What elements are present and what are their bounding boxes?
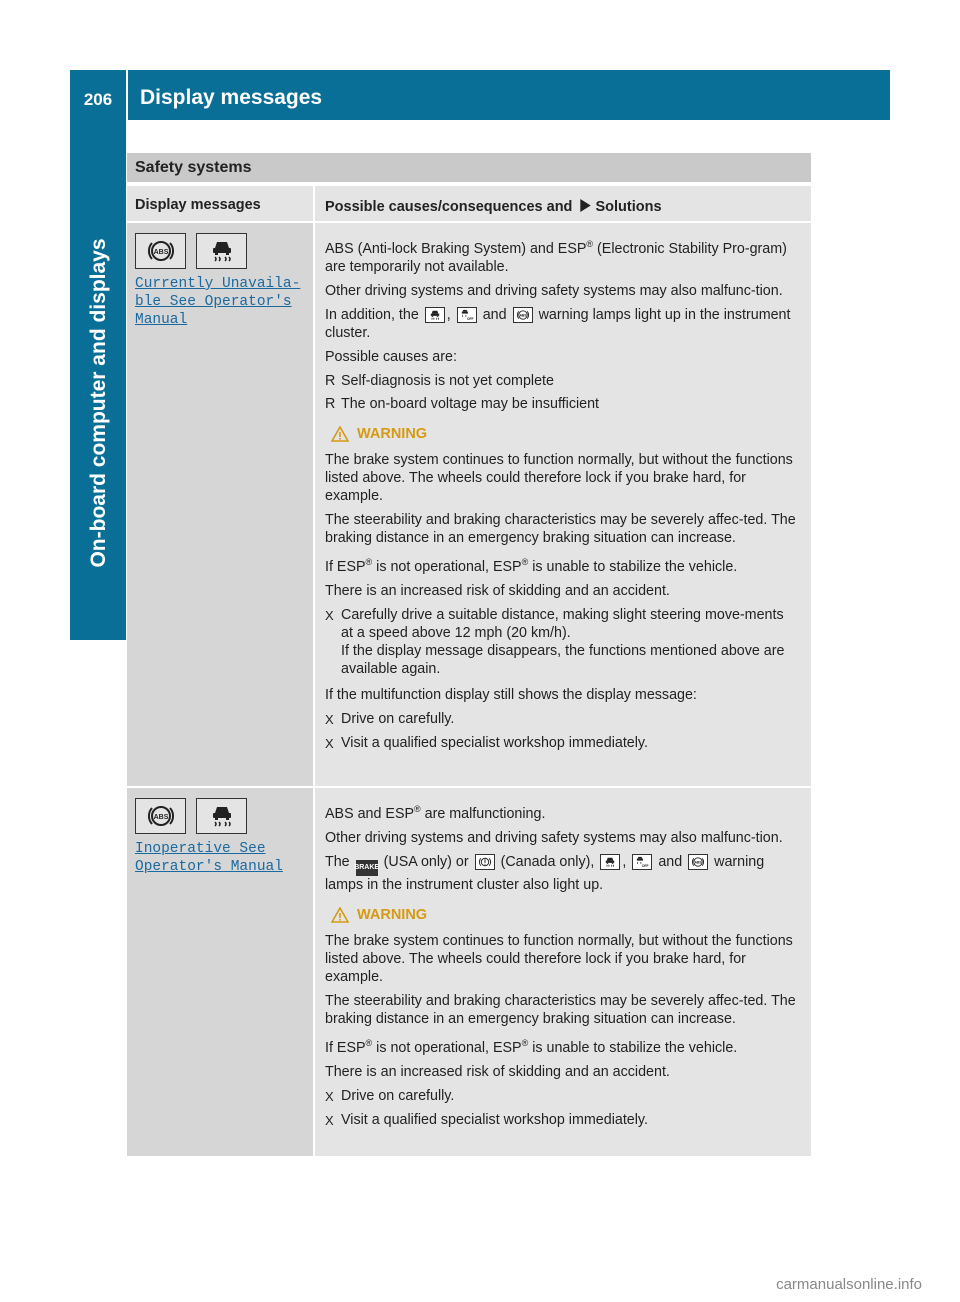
page-header [70, 70, 890, 120]
abs-icon [688, 854, 708, 870]
column-header-causes-label: Possible causes/consequences and [325, 199, 573, 215]
brake-warning-canada-icon [475, 854, 495, 870]
action-item: X Carefully drive a suitable distance, making slight steering move-ments at a speed above 12 mph (20 km/h). If the display message disappears, the functions mentioned above are available again. [325, 606, 785, 677]
paragraph: The steerability and braking characteristics may be severely affec-ted. The braking distance in an emergency braking situation can increase. [325, 992, 796, 1027]
warning-heading: WARNING [331, 425, 799, 443]
esp-icon [196, 233, 247, 269]
paragraph: The steerability and braking characteristics may be severely affec-ted. The braking distance in an emergency braking situation can increase. [325, 511, 796, 546]
paragraph: If the multifunction display still shows the display message: [325, 686, 697, 703]
abs-icon [135, 798, 186, 834]
display-message-text: Currently Unavaila‑ ble See Operator's Manual [135, 276, 301, 328]
warning-icon [331, 907, 349, 923]
esp-icon [425, 307, 445, 323]
paragraph: ABS and ESP® are malfunctioning. [325, 804, 546, 822]
paragraph: Possible causes are: [325, 348, 457, 365]
paragraph: Other driving systems and driving safety systems may also malfunc-tion. [325, 282, 783, 299]
paragraph: If ESP® is not operational, ESP® is unable to stabilize the vehicle. [325, 1037, 738, 1056]
footer-watermark: carmanualsonline.info [776, 1276, 922, 1293]
table-row [127, 223, 811, 786]
column-header-solutions-label: Solutions [595, 199, 662, 215]
paragraph: The brake system continues to function normally, but without the functions listed above. The wheels could therefore lock if you brake hard, for example. [325, 451, 793, 504]
display-message-text: Inoperative See Operator's Manual [135, 841, 283, 875]
section-title: Safety systems [127, 153, 811, 182]
column-header-solutions [313, 186, 811, 221]
paragraph: If ESP® is not operational, ESP® is unable to stabilize the vehicle. [325, 556, 738, 575]
action-arrow-icon [579, 199, 592, 212]
paragraph: There is an increased risk of skidding and an accident. [325, 1063, 670, 1080]
solutions-cell [313, 223, 811, 786]
abs-icon [135, 233, 186, 269]
page-number: 206 [70, 70, 126, 120]
paragraph: There is an increased risk of skidding and an accident. [325, 582, 670, 599]
warning-heading: WARNING [331, 906, 799, 924]
display-message-cell [127, 788, 313, 1156]
paragraph: ABS (Anti-lock Braking System) and ESP® (Electronic Stability Pro-gram) are temporarily not available. [325, 239, 787, 275]
esp-icon [196, 798, 247, 834]
paragraph: The BRAKE (USA only) or (Canada only), , and warning lamps in the instrument cluster also light up. [325, 853, 765, 893]
list-item: R Self-diagnosis is not yet complete [325, 372, 554, 389]
action-item: X Drive on carefully. [325, 1087, 455, 1104]
action-item: X Visit a qualified specialist workshop immediately. [325, 1111, 648, 1128]
list-item: R The on-board voltage may be insufficient [325, 395, 600, 412]
table-row [127, 788, 811, 1156]
side-tab-label: On-board computer and displays [87, 238, 110, 568]
abs-icon [513, 307, 533, 323]
action-item: X Visit a qualified specialist workshop immediately. [325, 734, 648, 751]
display-message-cell [127, 223, 313, 786]
table-header [127, 186, 811, 221]
brake-warning-icon: BRAKE [356, 860, 378, 876]
esp-off-icon [632, 854, 652, 870]
paragraph: The brake system continues to function normally, but without the functions listed above. The wheels could therefore lock if you brake hard, for example. [325, 932, 793, 985]
esp-off-icon [457, 307, 477, 323]
paragraph: In addition, the , and warning lamps light up in the instrument cluster. [325, 306, 791, 341]
solutions-cell [313, 788, 811, 1156]
paragraph: Other driving systems and driving safety systems may also malfunc-tion. [325, 829, 783, 846]
warning-icon [331, 426, 349, 442]
column-header-display-messages: Display messages [135, 197, 261, 213]
action-item: X Drive on carefully. [325, 710, 455, 727]
page-title: Display messages [128, 70, 890, 120]
esp-icon [600, 854, 620, 870]
